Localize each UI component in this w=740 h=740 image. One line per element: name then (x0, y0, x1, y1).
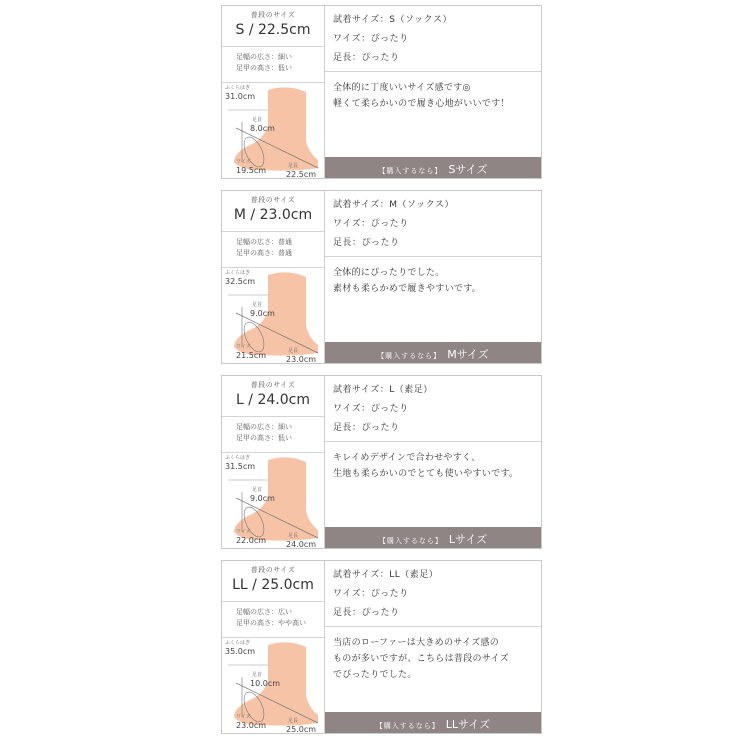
foot-measurements (222, 267, 324, 363)
recommended-size-button[interactable] (325, 157, 541, 178)
width-value: 22.0cm (236, 536, 267, 545)
foot-measurements (222, 82, 324, 178)
size-card (221, 560, 542, 734)
length-value: 22.5cm (286, 170, 317, 179)
length-fit: 足長：ぴったり (333, 608, 400, 618)
comment-line: 軽くて柔らかいので履き心地がいいです！ (333, 99, 510, 109)
length-caption: 足長 (288, 163, 299, 169)
buy-size: Sサイズ (448, 163, 488, 176)
recommended-size-button[interactable] (325, 527, 541, 548)
usual-size-value: M / 23.0cm (233, 207, 313, 223)
usual-size-caption: 普段のサイズ (250, 566, 296, 574)
size-card (221, 5, 542, 179)
tried-size: 試着サイズ：LL（素足） (333, 570, 439, 580)
buy-prefix: 【購入するなら】 (378, 537, 443, 545)
calf-value: 32.5cm (225, 277, 256, 286)
usual-size-value: S / 22.5cm (235, 22, 311, 38)
comment-line: 生地も柔らかいのでとても使いやすいです。 (333, 469, 519, 479)
usual-size-box (222, 376, 324, 417)
width-caption: ワイズ (236, 529, 251, 535)
fitting-specs (325, 561, 541, 627)
usual-size-value: L / 24.0cm (236, 392, 310, 408)
buy-size: LLサイズ (445, 718, 491, 731)
comment-line: 当店のローファーは大きめのサイズ感の (333, 638, 500, 648)
fitting-panel (325, 561, 541, 733)
buy-prefix: 【購入するなら】 (375, 722, 440, 730)
review-comment (325, 257, 541, 297)
instep-value: 9.0cm (250, 309, 275, 318)
review-comment (325, 72, 541, 112)
calf-caption: ふくらはぎ (225, 640, 251, 646)
width-fit: ワイズ：ぴったり (333, 589, 409, 599)
width-value: 23.0cm (236, 721, 267, 730)
length-value: 25.0cm (286, 725, 317, 734)
width-fit: ワイズ：ぴったり (333, 34, 409, 44)
recommended-size-button[interactable] (325, 342, 541, 363)
buy-prefix: 【購入するなら】 (377, 352, 442, 360)
size-info-panel (222, 376, 325, 548)
width-fit: ワイズ：ぴったり (333, 404, 409, 414)
buy-size: Mサイズ (447, 348, 489, 361)
tried-size: 試着サイズ：S（ソックス） (333, 15, 452, 25)
review-comment (325, 627, 541, 683)
calf-caption: ふくらはぎ (225, 455, 251, 461)
instep-caption: 足首 (252, 117, 263, 123)
buy-size: Lサイズ (448, 533, 488, 546)
fitting-specs (325, 376, 541, 442)
instep-height-attr: 足甲の高さ：低い (236, 434, 292, 442)
fitting-specs (325, 6, 541, 72)
fitting-panel (325, 191, 541, 363)
buy-prefix: 【購入するなら】 (378, 167, 443, 175)
foot-measurements (222, 637, 324, 733)
tried-size: 試着サイズ：L（素足） (333, 385, 433, 395)
usual-size-caption: 普段のサイズ (250, 196, 296, 204)
usual-size-value: LL / 25.0cm (232, 577, 314, 593)
usual-size-caption: 普段のサイズ (250, 11, 296, 19)
comment-line: キレイめデザインで合わせやすく、 (333, 453, 481, 463)
width-value: 21.5cm (236, 351, 267, 360)
length-caption: 足長 (288, 348, 299, 354)
comment-line: 全体的に丁度いいサイズ感です◎ (333, 83, 471, 93)
length-value: 23.0cm (286, 355, 317, 364)
instep-height-attr: 足甲の高さ：低い (236, 64, 292, 72)
instep-value: 8.0cm (250, 124, 275, 133)
comment-line: ものが多いですが、こちらは普段のサイズ (333, 654, 509, 664)
foot-width-attr: 足幅の広さ：普通 (236, 238, 292, 246)
width-caption: ワイズ (236, 344, 251, 350)
foot-measurements (222, 452, 324, 548)
width-caption: ワイズ (236, 159, 251, 165)
comment-line: 素材も柔らかめで履きやすいです。 (333, 284, 482, 294)
instep-caption: 足首 (252, 672, 263, 678)
length-caption: 足長 (288, 533, 299, 539)
size-info-panel (222, 191, 325, 363)
foot-width-attr: 足幅の広さ：細い (236, 423, 292, 431)
usual-size-box (222, 561, 324, 602)
calf-caption: ふくらはぎ (225, 85, 251, 91)
foot-width-attr: 足幅の広さ：広い (236, 608, 292, 616)
comment-line: でぴったりでした。 (333, 670, 417, 680)
calf-value: 31.5cm (225, 462, 256, 471)
width-value: 19.5cm (236, 166, 267, 175)
length-fit: 足長：ぴったり (333, 53, 400, 63)
instep-height-attr: 足甲の高さ：やや高い (236, 619, 306, 627)
instep-caption: 足首 (252, 302, 263, 308)
foot-attributes (222, 231, 324, 268)
usual-size-caption: 普段のサイズ (250, 381, 296, 389)
calf-value: 35.0cm (225, 647, 256, 656)
calf-caption: ふくらはぎ (225, 270, 251, 276)
size-info-panel (222, 6, 325, 178)
usual-size-box (222, 6, 324, 47)
foot-attributes (222, 416, 324, 453)
length-fit: 足長：ぴったり (333, 423, 400, 433)
instep-value: 9.0cm (250, 494, 275, 503)
usual-size-box (222, 191, 324, 232)
foot-width-attr: 足幅の広さ：細い (236, 53, 292, 61)
length-fit: 足長：ぴったり (333, 238, 400, 248)
recommended-size-button[interactable] (325, 712, 541, 733)
foot-attributes (222, 46, 324, 83)
length-value: 24.0cm (286, 540, 317, 549)
fitting-panel (325, 376, 541, 548)
fitting-specs (325, 191, 541, 257)
comment-line: 全体的にぴったりでした。 (333, 268, 445, 278)
instep-value: 10.0cm (250, 679, 281, 688)
tried-size: 試着サイズ：M（ソックス） (333, 200, 455, 210)
size-info-panel (222, 561, 325, 733)
review-comment (325, 442, 541, 482)
width-fit: ワイズ：ぴったり (333, 219, 409, 229)
foot-attributes (222, 601, 324, 638)
fitting-panel (325, 6, 541, 178)
size-card (221, 190, 542, 364)
instep-height-attr: 足甲の高さ：普通 (236, 249, 292, 257)
calf-value: 31.0cm (225, 92, 256, 101)
size-card (221, 375, 542, 549)
instep-caption: 足首 (252, 487, 263, 493)
width-caption: ワイズ (236, 714, 251, 720)
length-caption: 足長 (288, 718, 299, 724)
